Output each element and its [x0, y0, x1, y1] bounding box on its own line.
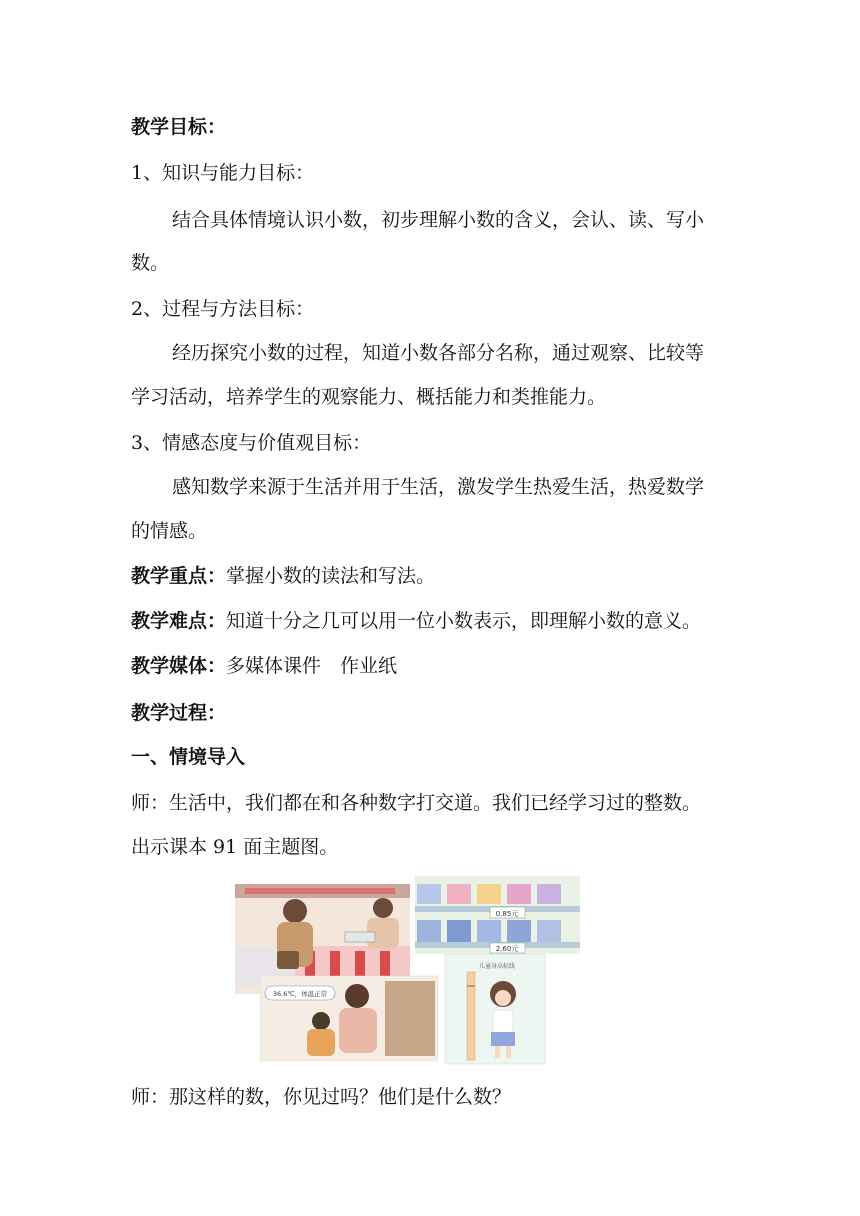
objective-1-text-line-2: 数。: [131, 252, 170, 274]
objective-1-title: 1、知识与能力目标：: [131, 162, 315, 184]
objective-3-title: 3、情感态度与价值观目标：: [131, 432, 372, 454]
height-chart-panel: [445, 954, 545, 1064]
objective-2-text-line-2: 学习活动，培养学生的观察能力、概括能力和类推能力。: [131, 386, 607, 408]
key-point-row: [131, 563, 435, 589]
textbook-theme-illustration: [235, 876, 580, 1066]
media-text: 多媒体课件 作业纸: [226, 655, 398, 677]
key-point-label: 教学重点：: [131, 565, 227, 587]
price-shelf-panel: [415, 876, 580, 954]
difficulty-text: 知道十分之几可以用一位小数表示，即理解小数的意义。: [226, 610, 702, 632]
objective-2-title: 2、过程与方法目标：: [131, 298, 315, 320]
price-label-bottom: 2.60元: [495, 945, 519, 953]
media-row: [131, 653, 397, 679]
objective-3-text-line-2: 的情感。: [131, 520, 208, 542]
objective-2-text-line-1: 经历探究小数的过程，知道小数各部分名称，通过观察、比较等: [172, 342, 705, 364]
objectives-title: 教学目标：: [131, 116, 227, 138]
media-label: 教学媒体：: [131, 655, 227, 677]
difficulty-row: [131, 608, 701, 634]
difficulty-label: 教学难点：: [131, 610, 227, 632]
price-label-top: 0.85元: [495, 910, 519, 918]
temperature-scene-panel: [260, 976, 438, 1061]
process-title: 教学过程：: [131, 702, 227, 724]
section-1-title: 一、情境导入: [131, 746, 246, 768]
teacher-line-1b: 出示课本 91 面主题图。: [131, 836, 339, 858]
objective-3-text-line-1: 感知数学来源于生活并用于生活，激发学生热爱生活，热爱数学: [172, 476, 705, 498]
key-point-text: 掌握小数的读法和写法。: [226, 565, 436, 587]
thermometer-speech-bubble: 36.6℃，体温正常: [272, 990, 328, 998]
height-chart-title: 儿童身高标线: [478, 963, 516, 970]
objective-1-text-line-1: 结合具体情境认识小数，初步理解小数的含义，会认、读、写小: [172, 209, 705, 231]
teacher-line-2: 师：那这样的数，你见过吗？他们是什么数？: [131, 1086, 512, 1108]
teacher-line-1a: 师：生活中，我们都在和各种数字打交道。我们已经学习过的整数。: [131, 792, 702, 814]
